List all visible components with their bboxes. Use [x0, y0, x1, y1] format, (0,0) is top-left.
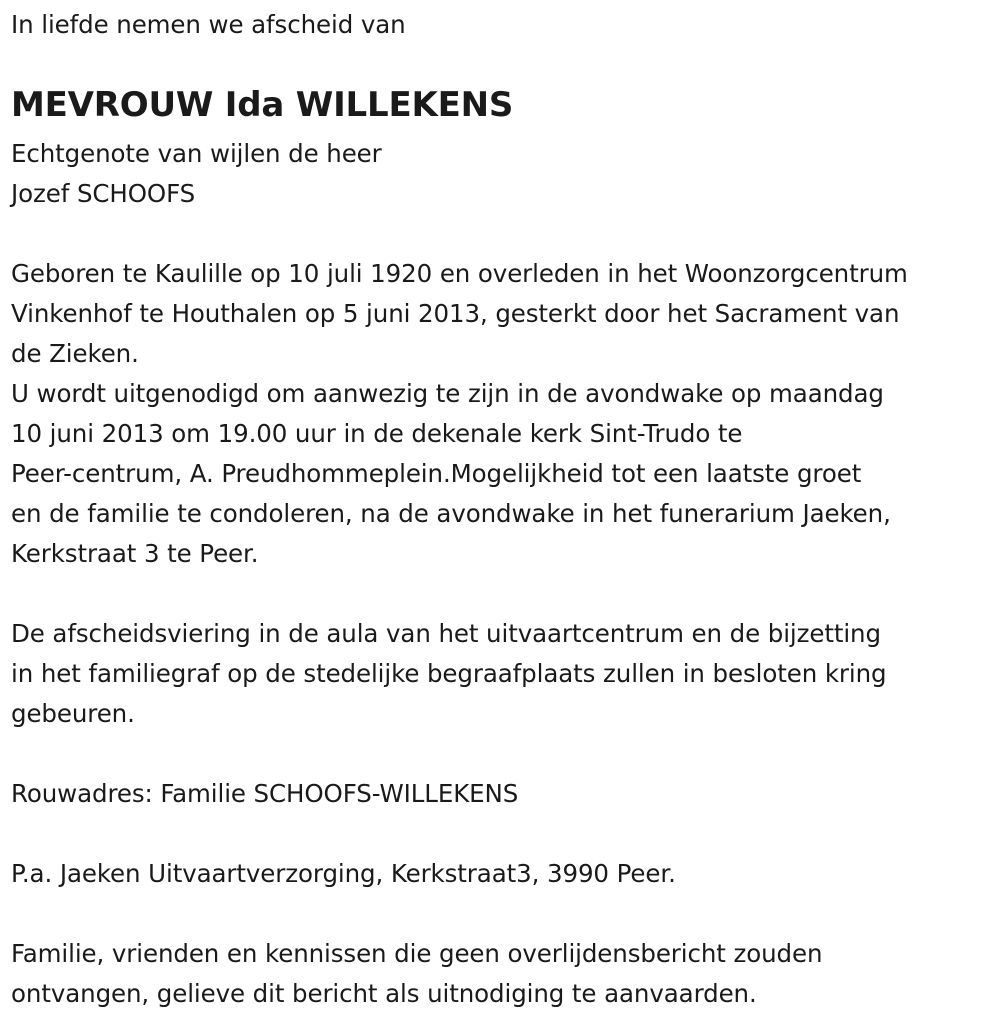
closing-line-2: ontvangen, gelieve dit bericht als uitnodiging te aanvaarden.	[11, 979, 757, 1008]
farewell-line-2: in het familiegraf op de stedelijke begraafplaats zullen in besloten kring	[11, 659, 887, 688]
birth-death-line-1: Geboren te Kaulille op 10 juli 1920 en overleden in het Woonzorgcentrum	[11, 259, 908, 288]
closing-line-1: Familie, vrienden en kennissen die geen overlijdensbericht zouden	[11, 939, 823, 968]
vigil-line-2: 10 juni 2013 om 19.00 uur in de dekenale kerk Sint-Trudo te	[11, 419, 743, 448]
birth-death-line-3: de Zieken.	[11, 339, 139, 368]
spouse-line-1: Echtgenote van wijlen de heer	[11, 139, 382, 168]
spouse-line-2: Jozef SCHOOFS	[11, 179, 196, 208]
farewell-line-1: De afscheidsviering in de aula van het uitvaartcentrum en de bijzetting	[11, 619, 881, 648]
vigil-line-5: Kerkstraat 3 te Peer.	[11, 539, 259, 568]
vigil-line-4: en de familie te condoleren, na de avondwake in het funerarium Jaeken,	[11, 499, 891, 528]
vigil-line-3: Peer-centrum, A. Preudhommeplein.Mogelijkheid tot een laatste groet	[11, 459, 862, 488]
mourning-address: Rouwadres: Familie SCHOOFS-WILLEKENS	[11, 779, 519, 808]
birth-death-line-2: Vinkenhof te Houthalen op 5 juni 2013, gesterkt door het Sacrament van	[11, 299, 900, 328]
vigil-line-1: U wordt uitgenodigd om aanwezig te zijn in de avondwake op maandag	[11, 379, 884, 408]
funeral-home: P.a. Jaeken Uitvaartverzorging, Kerkstraat3, 3990 Peer.	[11, 859, 676, 888]
deceased-name: MEVROUW Ida WILLEKENS	[11, 85, 514, 125]
intro-line: In liefde nemen we afscheid van	[11, 10, 406, 39]
farewell-line-3: gebeuren.	[11, 699, 135, 728]
